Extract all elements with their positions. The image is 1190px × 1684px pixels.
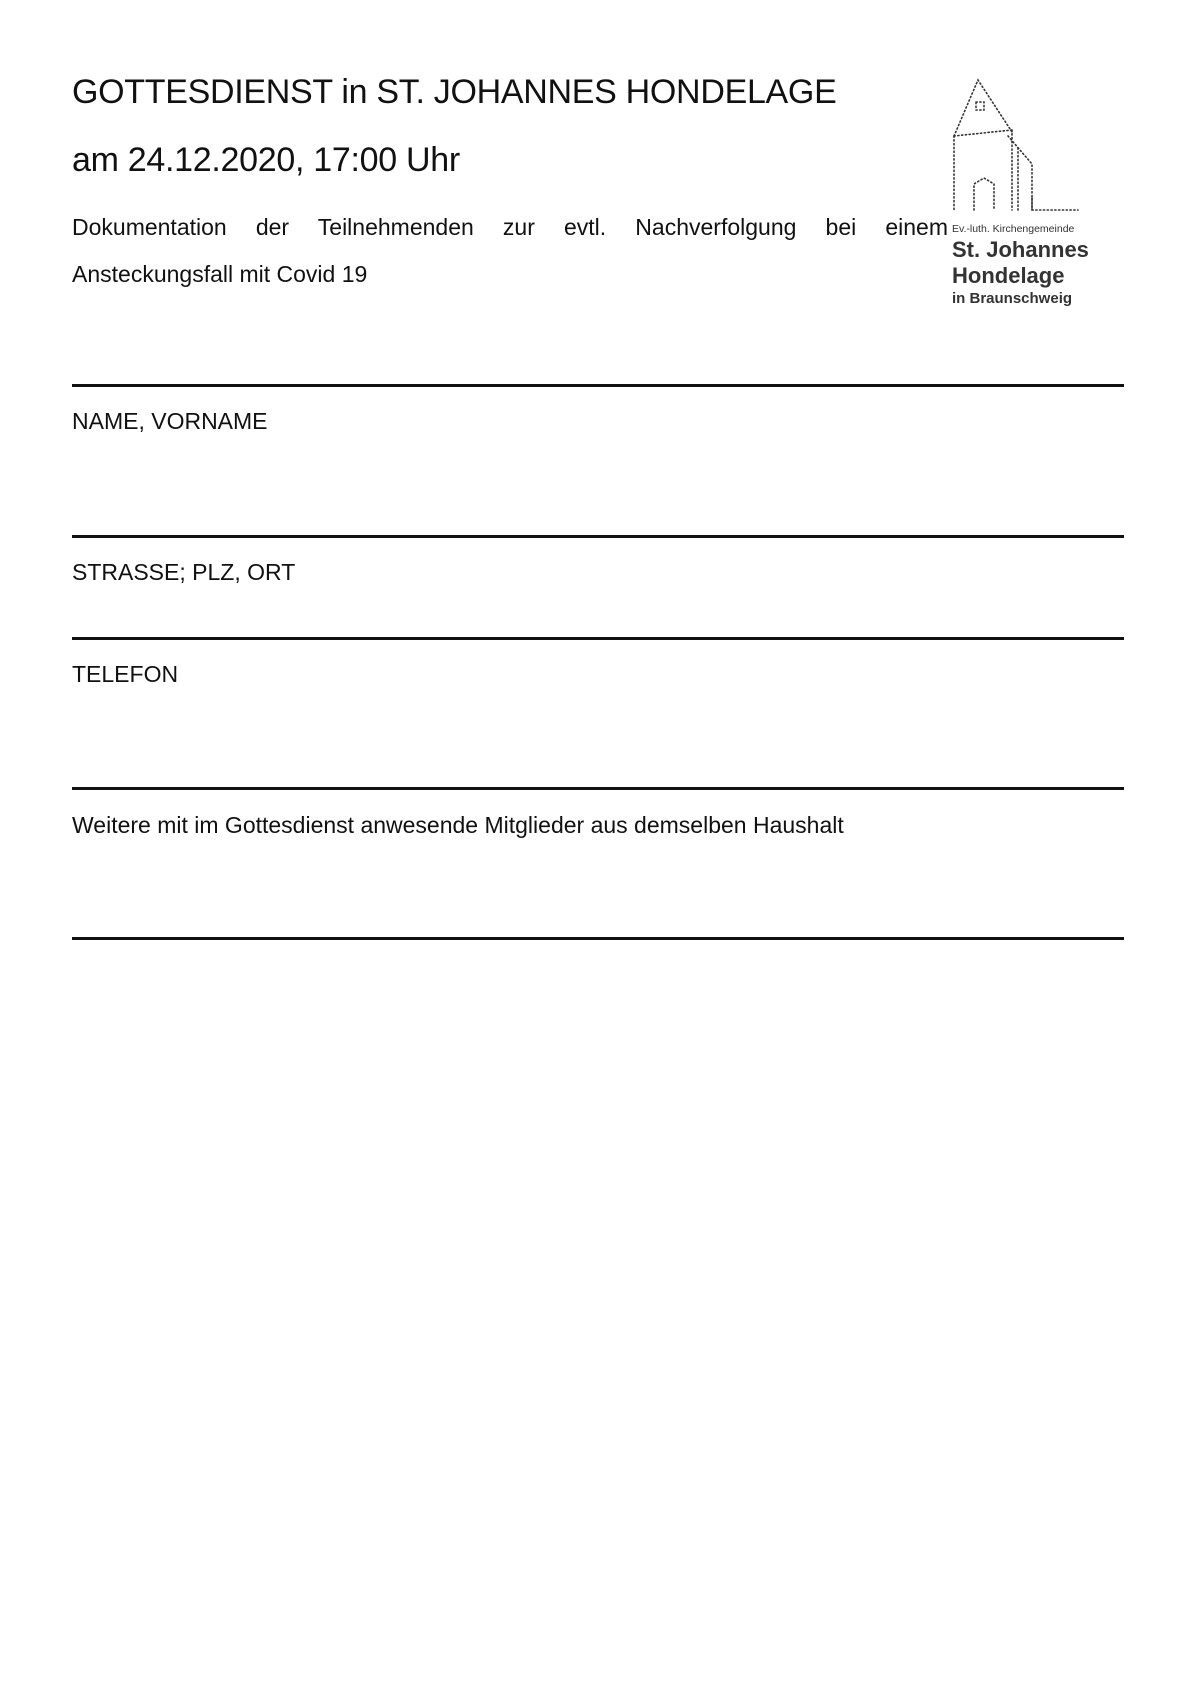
form-divider: [72, 937, 1124, 940]
logo-location: in Braunschweig: [952, 290, 1073, 307]
form-divider: [72, 637, 1124, 640]
household-field-label: Weitere mit im Gottesdienst anwesende Mitglieder aus demselben Haushalt: [72, 812, 844, 838]
event-date: am 24.12.2020, 17:00 Uhr: [72, 141, 460, 179]
logo-caption: Ev.-luth. Kirchengemeinde: [952, 223, 1075, 235]
address-field-label: STRASSE; PLZ, ORT: [72, 559, 296, 585]
name-field-label: NAME, VORNAME: [72, 408, 268, 434]
form-divider: [72, 535, 1124, 538]
church-icon: [950, 78, 1080, 214]
form-divider: [72, 787, 1124, 790]
parish-logo: [944, 78, 1089, 314]
phone-field-label: TELEFON: [72, 661, 179, 687]
logo-name-line1: St. Johannes: [952, 237, 1089, 262]
intro-text: Dokumentation der Teilnehmenden zur evtl. Nachverfolgung bei einem Ansteckungsfall mit Covid 19: [72, 214, 948, 287]
page-title: GOTTESDIENST in ST. JOHANNES HONDELAGE: [72, 73, 837, 111]
logo-name-line2: Hondelage: [952, 263, 1065, 288]
form-divider: [72, 384, 1124, 387]
